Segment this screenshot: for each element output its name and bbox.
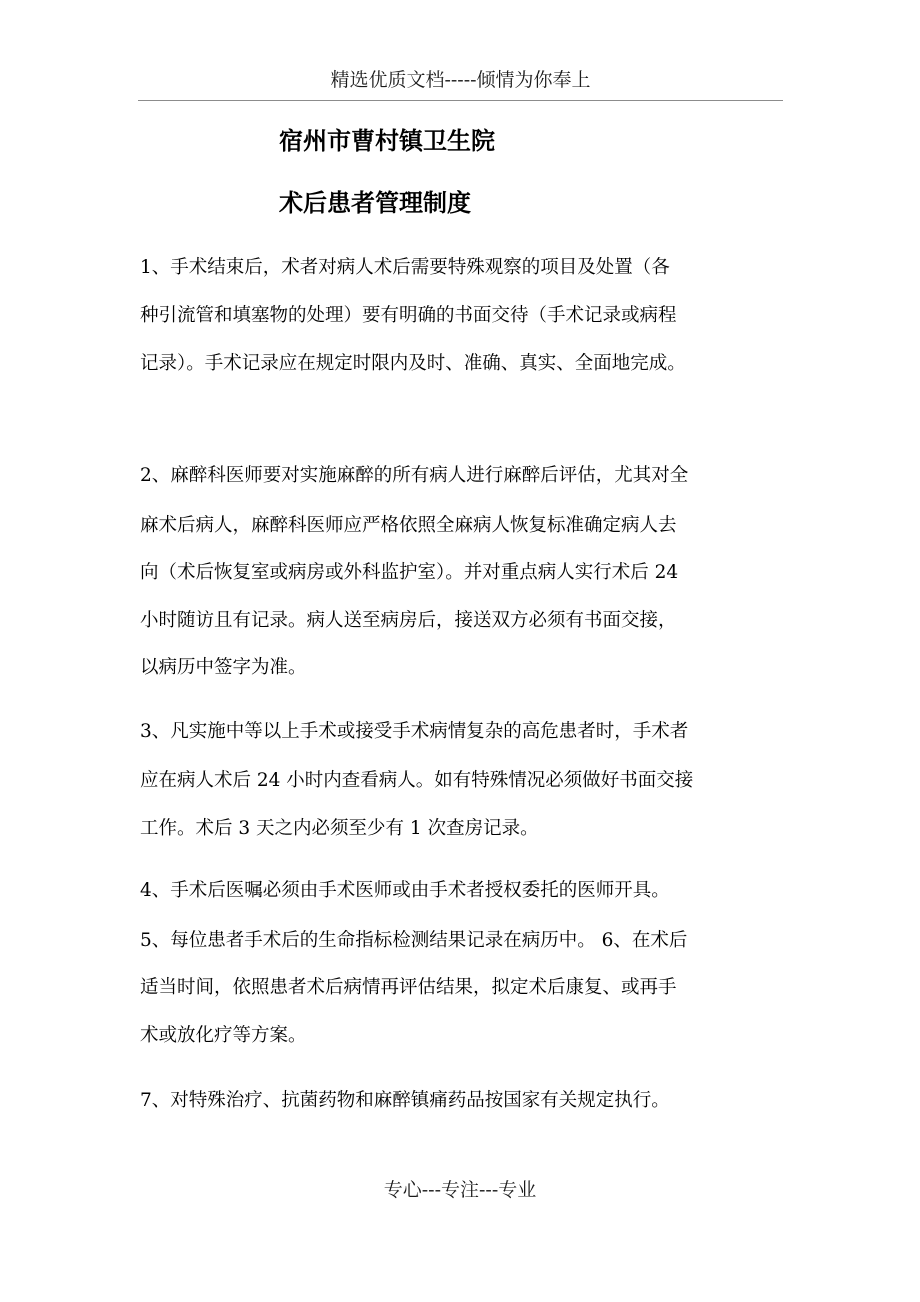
body-line: 小时随访且有记录。病人送至病房后，接送双方必须有书面交接， [140, 610, 677, 631]
document-title-regulation: 术后患者管理制度 [279, 189, 471, 217]
body-line: 以病历中签字为准。 [140, 657, 307, 678]
body-line: 2、麻醉科医师要对实施麻醉的所有病人进行麻醉后评估，尤其对全 [140, 465, 689, 486]
body-line: 1、手术结束后，术者对病人术后需要特殊观察的项目及处置（各 [140, 257, 670, 278]
body-line: 麻术后病人，麻醉科医师应严格依照全麻病人恢复标准确定病人去 [140, 515, 677, 536]
body-line: 4、手术后医嘱必须由手术医师或由手术者授权委托的医师开具。 [140, 880, 670, 901]
page-footer: 专心---专注---专业 [383, 1179, 537, 1201]
body-line: 记录）。手术记录应在规定时限内及时、准确、真实、全面地完成。 [140, 353, 686, 374]
body-line: 3、凡实施中等以上手术或接受手术病情复杂的高危患者时，手术者 [140, 721, 689, 742]
page-header: 精选优质文档-----倾情为你奉上 [138, 66, 783, 101]
body-line: 适当时间，依照患者术后病情再评估结果，拟定术后康复、或再手 [140, 977, 677, 998]
body-line: 5、每位患者手术后的生命指标检测结果记录在病历中。 6、在术后 [140, 930, 688, 951]
body-line: 向（术后恢复室或病房或外科监护室）。并对重点病人实行术后 24 [140, 562, 679, 583]
body-line: 工作。术后 3 天之内必须至少有 1 次查房记录。 [140, 818, 539, 839]
document-title-hospital: 宿州市曹村镇卫生院 [279, 127, 495, 155]
body-line: 种引流管和填塞物的处理）要有明确的书面交待（手术记录或病程 [140, 305, 677, 326]
body-line: 术或放化疗等方案。 [140, 1025, 307, 1046]
body-line: 应在病人术后 24 小时内查看病人。如有特殊情况必须做好书面交接 [140, 770, 694, 791]
body-line: 7、对特殊治疗、抗菌药物和麻醉镇痛药品按国家有关规定执行。 [140, 1090, 670, 1111]
